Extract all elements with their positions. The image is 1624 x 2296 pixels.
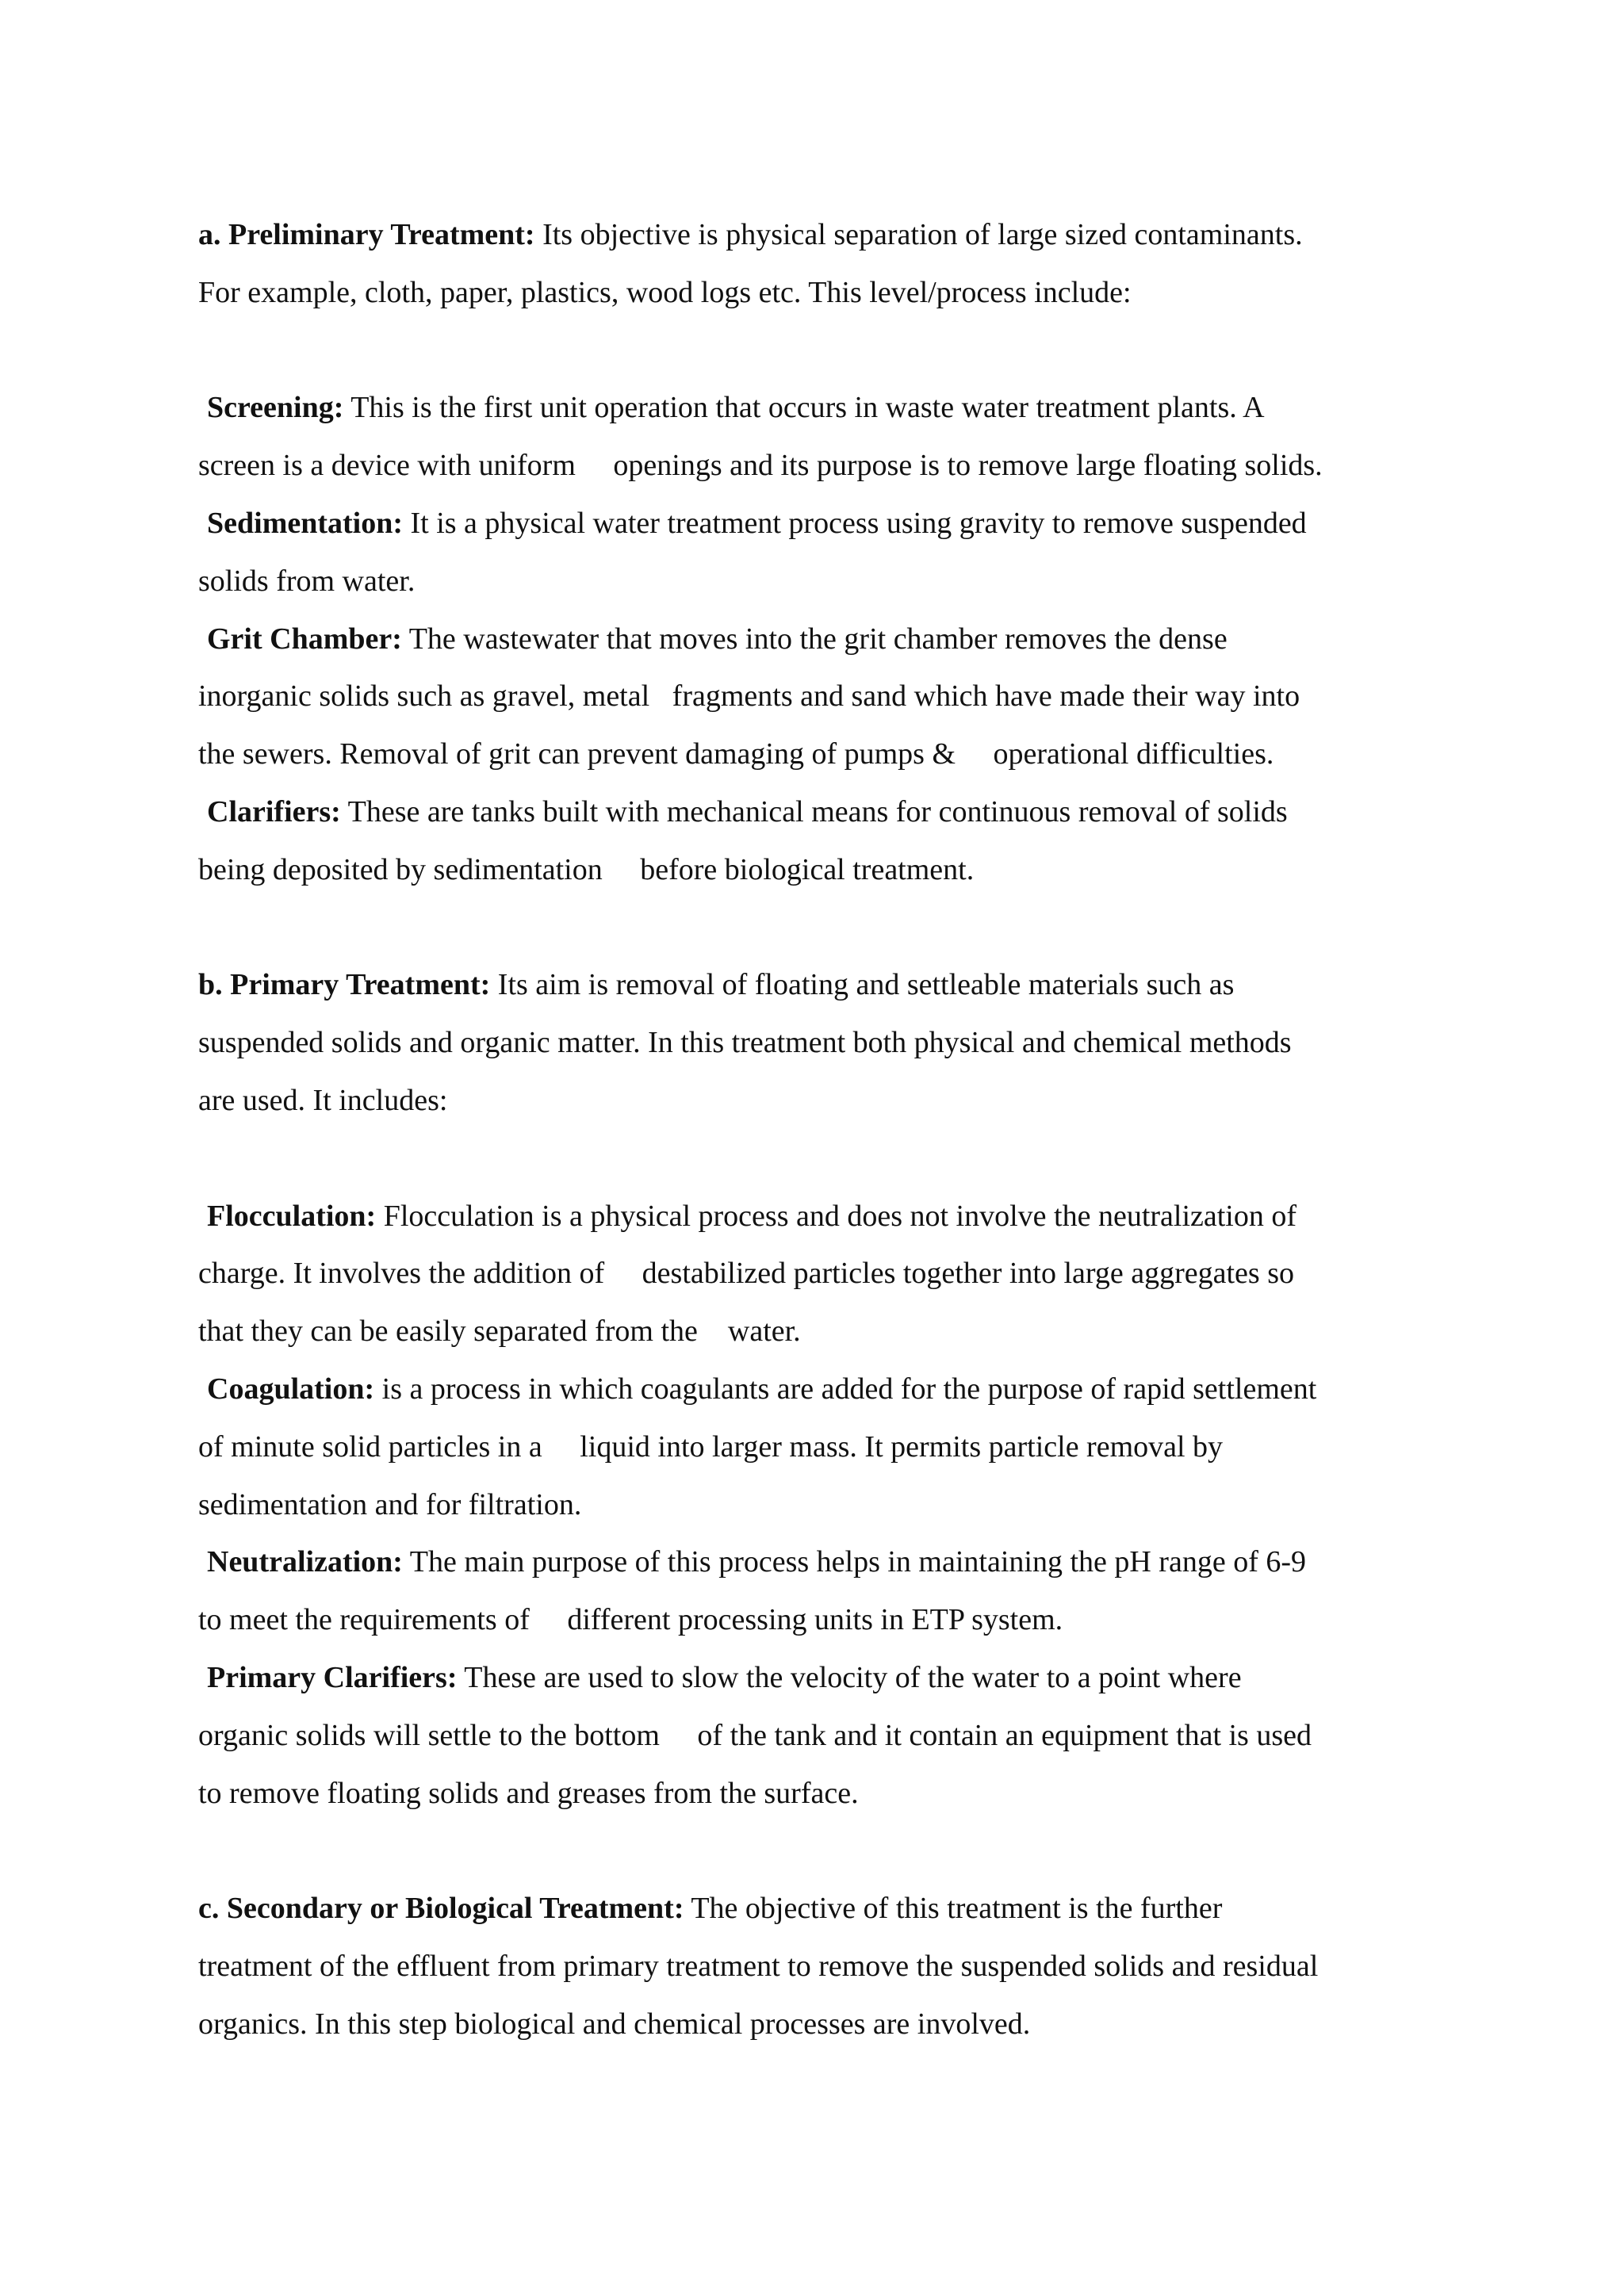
section-line: treatment of the effluent from primary treatment to remove the suspended solids and residual xyxy=(198,1949,1319,1983)
item-title: Flocculation: xyxy=(207,1199,377,1233)
paragraph-gap xyxy=(198,322,1435,380)
item-grit-chamber xyxy=(198,610,1435,668)
item-continuation: being deposited by sedimentation before biological treatment. xyxy=(198,852,975,886)
item-text: These are tanks built with mechanical means for continuous removal of solids xyxy=(340,794,1288,828)
paragraph-gap xyxy=(198,1130,1435,1188)
item-title: Coagulation: xyxy=(207,1372,375,1406)
item-title: Grit Chamber: xyxy=(207,622,402,656)
item-continuation: inorganic solids such as gravel, metal fragments and sand which have made their way into xyxy=(198,679,1300,714)
item-title: Neutralization: xyxy=(207,1545,403,1579)
section-text: The objective of this treatment is the further xyxy=(684,1892,1223,1926)
document-page xyxy=(198,206,1435,2053)
item-continuation: the sewers. Removal of grit can prevent damaging of pumps & operational difficulties. xyxy=(198,737,1274,771)
item-text: These are used to slow the velocity of the water to a point where xyxy=(457,1660,1242,1694)
item-continuation: to meet the requirements of different processing units in ETP system. xyxy=(198,1603,1063,1637)
item-continuation: of minute solid particles in a liquid into larger mass. It permits particle removal by xyxy=(198,1429,1224,1464)
item-line xyxy=(207,495,1435,553)
item-continuation: to remove floating solids and greases from the surface. xyxy=(198,1776,859,1810)
section-line: are used. It includes: xyxy=(198,1083,448,1117)
item-title: Primary Clarifiers: xyxy=(207,1660,458,1694)
section-secondary-treatment xyxy=(198,1880,1435,2053)
item-text: Flocculation is a physical process and does not involve the neutralization of xyxy=(376,1199,1297,1233)
section-line: organics. In this step biological and chemical processes are involved. xyxy=(198,2007,1031,2041)
item-coagulation xyxy=(198,1360,1435,1418)
section-heading: c. Secondary or Biological Treatment: xyxy=(198,1892,684,1926)
item-line xyxy=(207,1188,1435,1246)
item-continuation: sedimentation and for filtration. xyxy=(198,1487,582,1521)
item-line xyxy=(207,1649,1435,1707)
item-line xyxy=(207,1533,1435,1591)
item-continuation: solids from water. xyxy=(198,564,416,598)
section-primary-treatment xyxy=(198,956,1435,1129)
section-preliminary-treatment xyxy=(198,206,1435,322)
section-text: Its objective is physical separation of large sized contaminants. xyxy=(534,218,1303,251)
item-text: is a process in which coagulants are added for the purpose of rapid settlement xyxy=(374,1372,1317,1406)
item-line xyxy=(207,610,1435,668)
paragraph-gap xyxy=(198,1822,1435,1880)
item-text: The wastewater that moves into the grit chamber removes the dense xyxy=(401,622,1228,656)
item-text: It is a physical water treatment process using gravity to remove suspended xyxy=(403,506,1307,540)
item-line xyxy=(207,1360,1435,1418)
item-continuation: organic solids will settle to the bottom of the tank and it contain an equipment that is used xyxy=(198,1718,1312,1752)
paragraph-gap xyxy=(198,899,1435,957)
section-line xyxy=(198,956,1435,1014)
item-flocculation xyxy=(198,1188,1435,1246)
item-primary-clarifiers xyxy=(198,1649,1435,1707)
item-clarifiers xyxy=(198,783,1435,841)
section-line: For example, cloth, paper, plastics, wood logs etc. This level/process include: xyxy=(198,275,1132,309)
item-title: Clarifiers: xyxy=(207,794,341,828)
item-text: The main purpose of this process helps in maintaining the pH range of 6-9 xyxy=(402,1545,1307,1579)
section-line: suspended solids and organic matter. In this treatment both physical and chemical methods xyxy=(198,1026,1292,1060)
item-title: Sedimentation: xyxy=(207,506,403,540)
item-continuation: that they can be easily separated from the water. xyxy=(198,1314,801,1349)
section-line xyxy=(198,206,1435,264)
item-continuation: charge. It involves the addition of destabilized particles together into large aggregates so xyxy=(198,1257,1294,1291)
item-line xyxy=(207,783,1435,841)
item-title: Screening: xyxy=(207,391,344,425)
item-neutralization xyxy=(198,1533,1435,1591)
item-text: This is the first unit operation that occurs in waste water treatment plants. A xyxy=(343,391,1265,425)
item-sedimentation xyxy=(198,495,1435,553)
item-line xyxy=(207,379,1435,437)
section-heading: a. Preliminary Treatment: xyxy=(198,218,535,251)
section-text: Its aim is removal of floating and settleable materials such as xyxy=(490,968,1235,1002)
item-screening xyxy=(198,379,1435,437)
section-heading: b. Primary Treatment: xyxy=(198,968,491,1002)
item-continuation: screen is a device with uniform openings and its purpose is to remove large floating solids. xyxy=(198,449,1323,483)
section-line xyxy=(198,1880,1435,1938)
